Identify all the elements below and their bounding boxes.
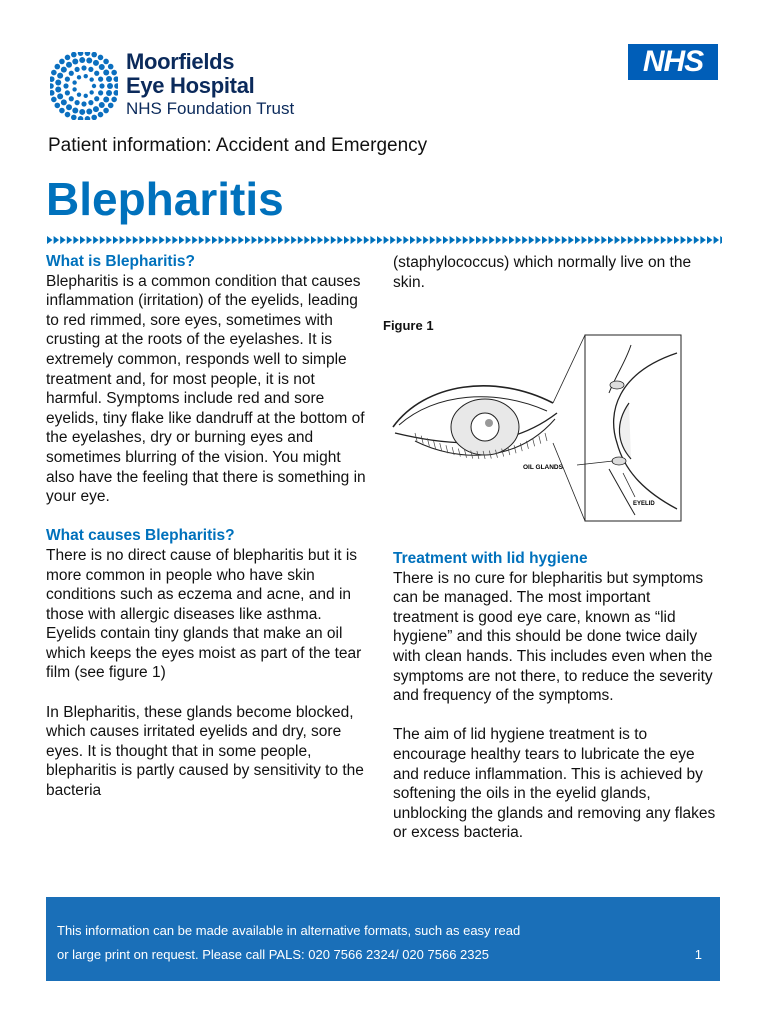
footer-banner: [46, 897, 720, 981]
figure-eyelid-label: EYELID: [633, 501, 655, 507]
nhs-logo: NHS: [628, 44, 718, 80]
logo-line-3: NHS Foundation Trust: [126, 99, 295, 118]
footer-line-1: This information can be made available in alternative formats, such as easy read: [57, 923, 521, 938]
paragraph-what-is: Blepharitis is a common condition that causes inflammation (irritation) of the eyelids, leading to red rimmed, sore eyes, sometimes with crusting at the roots of the eyelashes. It is extremely common, responds well to simple treatment and, for most people, it is not harmful. Symptoms include red and sore eyelids, tiny flake like dandruff at the bottom of the eyelashes, dry or burning eyes and sometimes blurring of the vision. You might also have the feeling that there is something in your eye.: [46, 272, 366, 506]
moorfields-logo: [50, 50, 350, 122]
heading-what-is: What is Blepharitis?: [46, 253, 195, 270]
paragraph-treatment: There is no cure for blepharitis but symptoms can be managed. The most important treatment is good eye care, known as “lid hygiene” and this should be done twice daily with clean hands. This includes even when the symptoms are not there, to reduce the severity and frequency of the symptoms.: [393, 569, 713, 705]
sunburst-logo-icon: [50, 52, 118, 120]
footer-line-2: or large print on request. Please call PALS: 020 7566 2324/ 020 7566 2325: [57, 947, 489, 962]
right-column-bottom: [393, 549, 718, 843]
paragraph-causes: There is no direct cause of blepharitis but it is more common in people who have skin conditions such as eczema and acne, and in those with allergic diseases like asthma. Eyelids contain tiny glands that make an oil which keeps the eyes moist as part of the tear film (see figure 1): [46, 546, 362, 682]
paragraph-glands: In Blepharitis, these glands become blocked, which causes irritated eyelids and dry, sore eyes. It is thought that in some people, blepharitis is partly caused by sensitivity to the bacteria: [46, 703, 364, 800]
left-column: [46, 252, 368, 801]
logo-line-2: Eye Hospital: [126, 73, 255, 98]
eye-diagram: [385, 333, 685, 525]
paragraph-aim: The aim of lid hygiene treatment is to encourage healthy tears to lubricate the eye and reduce inflammation. This is achieved by softening the oils in the eyelid glands, unblocking the glands and removing any flakes or excess bacteria.: [393, 726, 716, 842]
arrow-divider: [47, 234, 722, 246]
page-subtitle: Patient information: Accident and Emergency: [48, 135, 428, 156]
page-number: 1: [694, 947, 702, 962]
paragraph-continued: (staphylococcus) which normally live on the skin.: [393, 254, 692, 291]
figure-oil-glands-label: OIL GLANDS: [523, 464, 563, 471]
page-title: Blepharitis: [46, 173, 284, 225]
heading-what-causes: What causes Blepharitis?: [46, 527, 235, 545]
logo-line-1: Moorfields: [126, 49, 235, 74]
figure-label: Figure 1: [383, 318, 434, 333]
right-column-top: [393, 253, 718, 292]
heading-treatment: Treatment with lid hygiene: [393, 550, 588, 567]
